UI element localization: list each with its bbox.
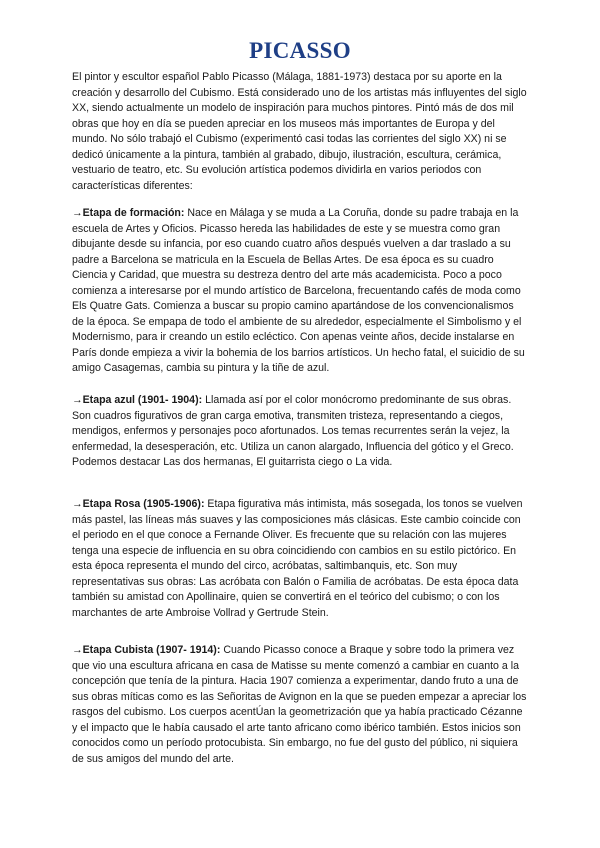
section-text: Cuando Picasso conoce a Braque y sobre todo la primera vez que vio una escultura africana en casa de Matisse su mente comenzó a cambiar en cuanto a la concepción que tenía de la pintura. Hacia 1907 comienza a experimentar, dando fruto a una de sus obras míticas como es las Señoritas de Avignon en la que se pueden empezar a apreciar los rasgos del cubismo. Los cuerpos acentÚan la geometrización que ya había practicado Cézanne y el impacto que le había causado el arte tanto africano como ibérico también. Estos inicios son conocidos como un período protocubista. Sin embargo, no fue del gusto del público, ni siquiera de sus amigos del mundo del arte. [72,644,527,765]
section-text: Etapa figurativa más intimista, más sosegada, los tonos se vuelven más pastel, las líneas más suaves y las composiciones más clásicas. Este cambio coincide con el periodo en el que conoce a Fernande Oliver. Es frecuente que su relación con las mujeres tenga una especie de influencia en su obra coincidiendo con cambios en su estilo pictórico. En esta época representa el mundo del circo, acróbatas, saltimbanquis, etc. Son muy representativas sus obras: Las acróbata con Balón o Familia de acróbatas. De esta época data también su amistad con Apollinaire, quien se convertirá en el teórico del cubismo; o con los marchantes de arte Ambroise Vollrad y Gertrude Stein. [72,498,523,619]
arrow-icon: → [72,644,83,656]
intro-paragraph: El pintor y escultor español Pablo Picasso (Málaga, 1881-1973) destaca por su aporte en la creación y desarrollo del Cubismo. Está considerado uno de los artistas más influyentes del siglo XX, siendo actualmente un modelo de inspiración para muchos pintores. Pintó más de dos mil obras que hoy en día se pueden apreciar en los museos más importantes de Europa y del mundo. No sólo trabajó el Cubismo (experimentó casi todas las corrientes del siglo XX) ni se dedicó únicamente a la pintura, también al grabado, dibujo, ilustración, escultura, cerámica, vestuario de teatro, etc. Su evolución artística podemos dividirla en varios periodos con características diferentes: [72,71,527,192]
section-cubista [72,643,528,767]
section-heading: Etapa Rosa (1905-1906): [82,498,205,510]
section-rosa [72,497,528,621]
section-text: Nace en Málaga y se muda a La Coruña, donde su padre trabaja en la escuela de Artes y Oficios. Picasso hereda las habilidades de este y se muestra como gran dibujante desde su infancia, por eso cuando cuatro años después vuelven a dar traslado a su padre a Barcelona se matricula en la Escuela de Bellas Artes. De esa época es su cuadro Ciencia y Caridad, que muestra su destreza dentro del arte más academicista. Poco a poco comienza a interesarse por el mundo artístico de Barcelona, frecuentando cafés de moda como Els Quatre Gats. Comienza a buscar su propio camino apartándose de los convencionalismos de la época. Se empapa de todo el ambiente de su alrededor, especialmente el Simbolismo y el Modernismo, para ir creando un estilo ecléctico. Con apenas veinte años, decide instalarse en París donde empieza a vivir la bohemia de los barrios artísticos. Un hecho fatal, el suicidio de su amigo Casagemas, cambia su pintura y la tiñe de azul. [72,207,525,374]
section-heading: Etapa de formación: [82,207,185,219]
section-azul [72,393,528,471]
section-heading: Etapa Cubista (1907- 1914): [82,644,221,656]
arrow-icon: → [72,207,83,219]
arrow-icon: → [72,498,83,510]
section-formacion [72,206,528,377]
section-text: Llamada así por el color monócromo predominante de sus obras. Son cuadros figurativos de gran carga emotiva, transmiten tristeza, representando a ciegos, mendigos, enfermos y personajes poco afortunados. Los temas recurrentes serán la vejez, la enfermedad, la desesperación, etc. Utiliza un canon alargado, Influencia del gótico y el Greco. Podemos destacar Las dos hermanas, El guitarrista ciego o La vida. [72,394,514,468]
arrow-icon: → [72,394,83,406]
section-heading: Etapa azul (1901- 1904): [82,394,203,406]
document-title: PICASSO [249,38,351,63]
